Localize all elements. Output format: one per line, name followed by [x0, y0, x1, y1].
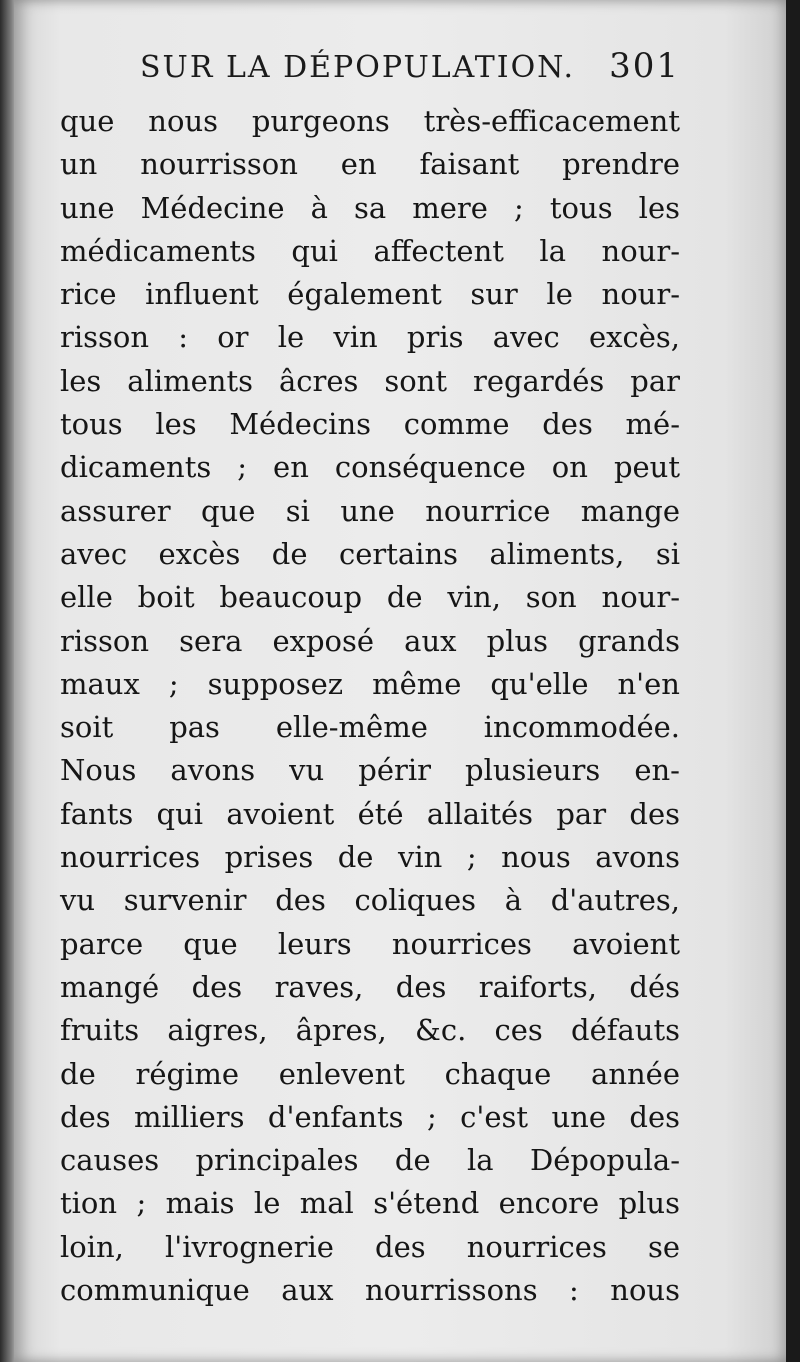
text-line: de régime enlevent chaque année: [60, 1056, 680, 1091]
text-line: un nourrisson en faisant prendre: [60, 147, 680, 182]
text-line: assurer que si une nourrice mange: [60, 493, 680, 528]
text-line: dicaments ; en conséquence on peut: [60, 450, 680, 485]
body-text: [60, 100, 680, 1312]
text-line: tous les Médecins comme des mé-: [60, 407, 680, 442]
text-line: loin, l'ivrognerie des nourrices se: [60, 1229, 680, 1264]
text-line: avec excès de certains aliments, si: [60, 536, 680, 571]
text-line: risson sera exposé aux plus grands: [60, 623, 680, 658]
text-line: soit pas elle-même incommodée.: [60, 710, 680, 745]
text-line: maux ; supposez même qu'elle n'en: [60, 666, 680, 701]
text-line: risson : or le vin pris avec excès,: [60, 320, 680, 355]
running-header: [140, 44, 680, 94]
text-line: elle boit beaucoup de vin, son nour-: [60, 580, 680, 615]
text-line: une Médecine à sa mere ; tous les: [60, 190, 680, 225]
text-line: communique aux nourrissons : nous: [60, 1273, 680, 1308]
text-line: causes principales de la Dépopula-: [60, 1143, 680, 1178]
text-line: les aliments âcres sont regardés par: [60, 363, 680, 398]
text-line: Nous avons vu périr plusieurs en-: [60, 753, 680, 788]
text-line: tion ; mais le mal s'étend encore plus: [60, 1186, 680, 1221]
text-line: fruits aigres, âpres, &c. ces défauts: [60, 1013, 680, 1048]
running-title: SUR LA DÉPOPULATION.: [140, 50, 576, 85]
page-number: 301: [609, 46, 680, 86]
text-line: rice influent également sur le nour-: [60, 277, 680, 312]
text-line: vu survenir des coliques à d'autres,: [60, 883, 680, 918]
text-line: médicaments qui affectent la nour-: [60, 233, 680, 268]
text-line: nourrices prises de vin ; nous avons: [60, 840, 680, 875]
text-line: mangé des raves, des raiforts, dés: [60, 969, 680, 1004]
text-line: que nous purgeons très-efficacement: [60, 104, 680, 138]
text-line: parce que leurs nourrices avoient: [60, 926, 680, 961]
text-line: des milliers d'enfants ; c'est une des: [60, 1099, 680, 1134]
text-line: fants qui avoient été allaités par des: [60, 796, 680, 831]
